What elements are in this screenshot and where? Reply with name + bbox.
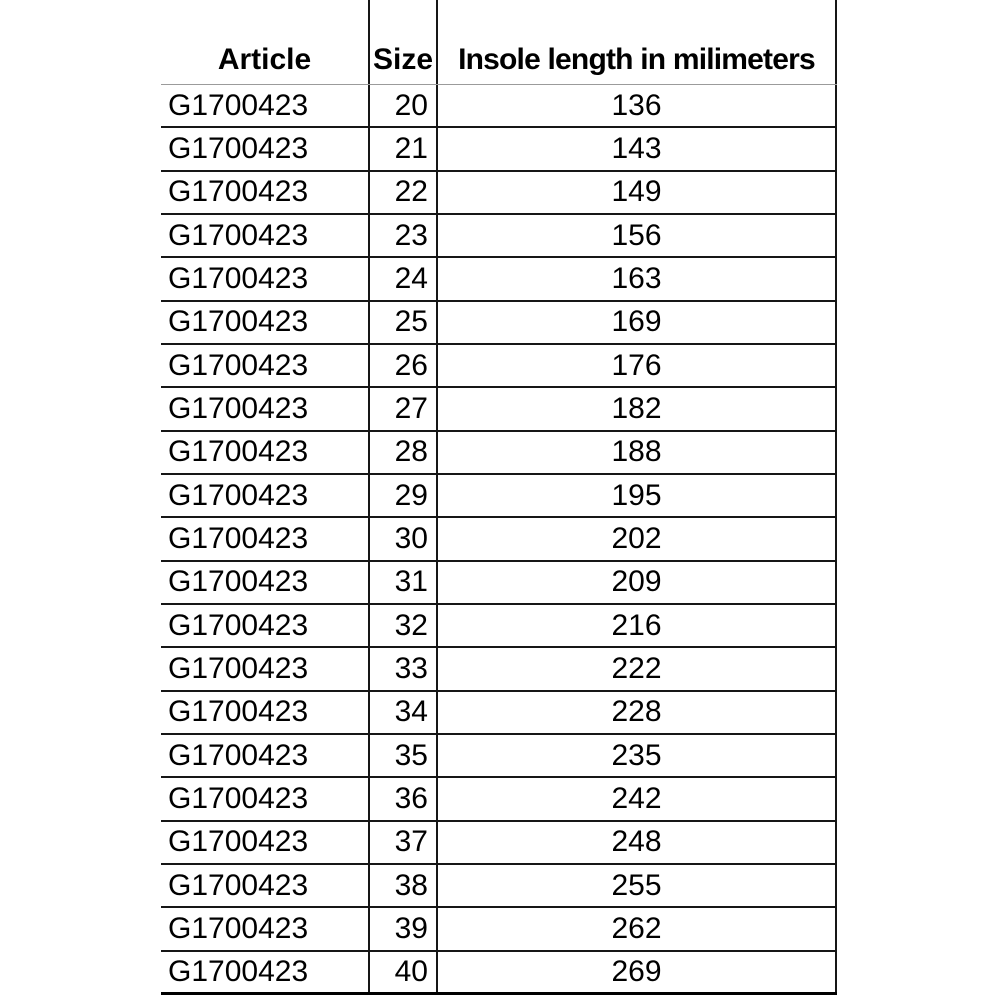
header-insole-length: Insole length in milimeters [438,0,837,84]
article-cell: G1700423 [168,218,309,252]
size-cell: 40 [368,952,438,992]
article-cell: G1700423 [168,781,309,815]
insole-length-cell: 195 [438,475,837,516]
size-cell: 27 [368,388,438,429]
insole-length-cell: 216 [438,605,837,646]
table-row [161,215,837,258]
insole-length-cell: 269 [438,952,837,992]
article-cell: G1700423 [168,131,309,165]
size-cell: 24 [368,258,438,299]
article-cell: G1700423 [168,521,309,555]
insole-length-cell: 262 [438,908,837,949]
article-cell: G1700423 [168,825,309,859]
size-cell: 25 [368,302,438,343]
insole-length-cell: 156 [438,215,837,256]
article-cell: G1700423 [168,435,309,469]
size-cell: 28 [368,432,438,473]
size-cell: 23 [368,215,438,256]
size-cell: 26 [368,345,438,386]
size-cell: 20 [368,85,438,126]
size-cell: 37 [368,822,438,863]
table-row [161,518,837,561]
table-row [161,952,837,995]
article-cell: G1700423 [168,695,309,729]
insole-length-cell: 182 [438,388,837,429]
header-article: Article [217,43,312,76]
table-row [161,865,837,908]
insole-length-cell: 228 [438,692,837,733]
size-cell: 30 [368,518,438,559]
article-cell: G1700423 [168,868,309,902]
size-cell: 33 [368,648,438,689]
article-cell: G1700423 [168,391,309,425]
size-cell: 31 [368,562,438,603]
table-row [161,692,837,735]
article-cell: G1700423 [168,738,309,772]
table-header-row [161,0,837,85]
insole-length-cell: 255 [438,865,837,906]
insole-length-cell: 136 [438,85,837,126]
table-row [161,345,837,388]
article-cell: G1700423 [168,305,309,339]
size-cell: 39 [368,908,438,949]
table-row [161,172,837,215]
insole-length-cell: 209 [438,562,837,603]
insole-length-cell: 235 [438,735,837,776]
article-cell: G1700423 [168,608,309,642]
size-cell: 21 [368,128,438,169]
table-body [161,85,837,995]
table-row [161,432,837,475]
size-cell: 35 [368,735,438,776]
article-cell: G1700423 [168,261,309,295]
table-row [161,605,837,648]
table-row [161,735,837,778]
size-cell: 22 [368,172,438,213]
insole-length-cell: 202 [438,518,837,559]
size-cell: 38 [368,865,438,906]
article-cell: G1700423 [168,88,309,122]
insole-length-cell: 149 [438,172,837,213]
insole-length-cell: 248 [438,822,837,863]
article-cell: G1700423 [168,911,309,945]
insole-length-cell: 163 [438,258,837,299]
article-cell: G1700423 [168,175,309,209]
table-row [161,128,837,171]
article-cell: G1700423 [168,348,309,382]
table-row [161,908,837,951]
table-row [161,302,837,345]
header-size: Size [368,0,438,84]
table-row [161,648,837,691]
table-row [161,258,837,301]
size-chart-table [161,0,837,995]
size-cell: 34 [368,692,438,733]
size-cell: 36 [368,778,438,819]
table-row [161,85,837,128]
article-cell: G1700423 [168,478,309,512]
insole-length-cell: 242 [438,778,837,819]
table-row [161,475,837,518]
insole-length-cell: 169 [438,302,837,343]
table-row [161,562,837,605]
article-cell: G1700423 [168,565,309,599]
table-row [161,822,837,865]
size-cell: 32 [368,605,438,646]
size-cell: 29 [368,475,438,516]
insole-length-cell: 188 [438,432,837,473]
article-cell: G1700423 [168,954,309,988]
insole-length-cell: 176 [438,345,837,386]
article-cell: G1700423 [168,651,309,685]
insole-length-cell: 222 [438,648,837,689]
table-row [161,388,837,431]
insole-length-cell: 143 [438,128,837,169]
table-row [161,778,837,821]
